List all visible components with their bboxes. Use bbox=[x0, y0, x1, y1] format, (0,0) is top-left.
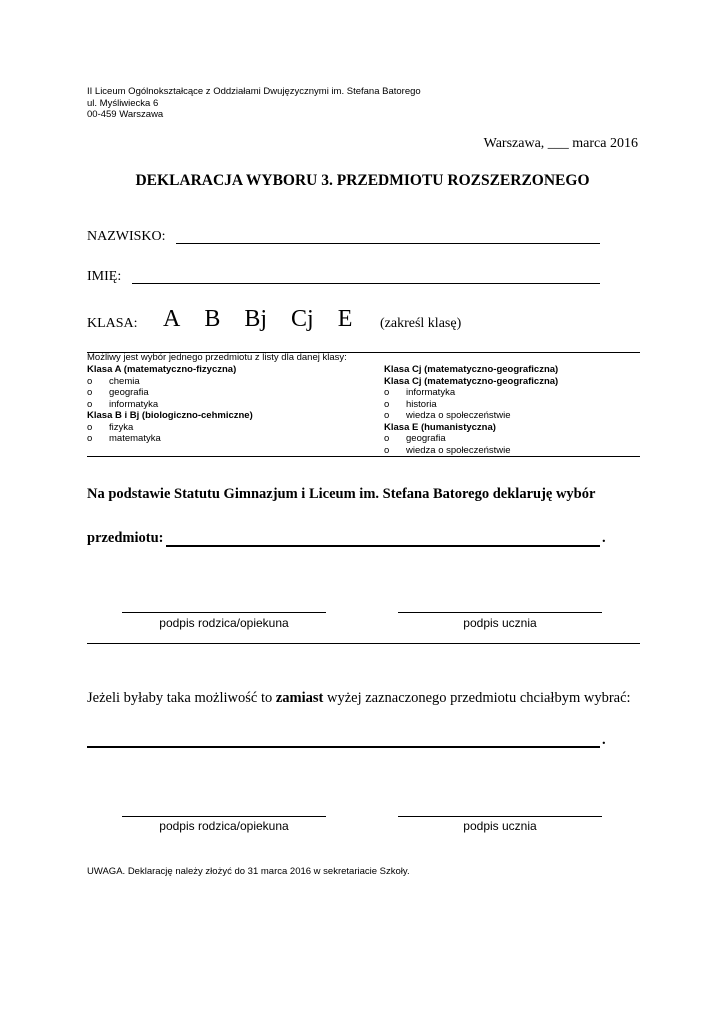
bullet-icon: o bbox=[384, 433, 390, 444]
bullet-icon: o bbox=[87, 421, 93, 433]
list-item: o fizyka bbox=[87, 421, 134, 433]
surname-label: NAZWISKO: bbox=[87, 229, 166, 244]
bullet-icon: o bbox=[87, 387, 93, 398]
date-line: Warszawa, ___ marca 2016 bbox=[483, 136, 638, 151]
declaration-statement: Na podstawie Statutu Gimnazjum i Liceum im. Stefana Batorego deklaruję wybór bbox=[87, 486, 596, 502]
list-item: o chemia bbox=[87, 375, 140, 387]
surname-field[interactable] bbox=[176, 243, 600, 244]
student-signature-line[interactable] bbox=[398, 612, 602, 613]
parent-signature-line[interactable] bbox=[122, 612, 326, 613]
list-item: o wiedza o społeczeństwie bbox=[384, 444, 511, 456]
group-heading: Klasa Cj (matematyczno-geograficzna) bbox=[384, 364, 559, 375]
group-heading: Klasa Cj (matematyczno-geograficzna) bbox=[384, 375, 559, 387]
alternative-emphasis: zamiast bbox=[275, 690, 324, 706]
subject-end-dot: . bbox=[602, 530, 606, 546]
school-header bbox=[87, 86, 421, 121]
bullet-icon: o bbox=[384, 444, 390, 456]
list-item: o geografia bbox=[87, 387, 149, 398]
subjects-left-column bbox=[87, 364, 253, 445]
alternative-subject-field[interactable] bbox=[87, 746, 600, 748]
subjects-right-column bbox=[384, 364, 558, 456]
subjects-bottom-rule bbox=[87, 456, 640, 457]
class-option-bj[interactable]: Bj bbox=[244, 306, 268, 332]
list-item: o historia bbox=[384, 398, 437, 410]
class-option-cj[interactable]: Cj bbox=[291, 306, 314, 332]
subjects-intro: Możliwy jest wybór jednego przedmiotu z listy dla danej klasy: bbox=[87, 352, 347, 363]
list-item: o informatyka bbox=[87, 398, 159, 410]
school-city: 00-459 Warszawa bbox=[87, 109, 164, 120]
list-item: o wiedza o społeczeństwie bbox=[384, 410, 511, 421]
student-signature-label: podpis ucznia bbox=[463, 616, 537, 630]
bullet-icon: o bbox=[384, 410, 390, 421]
class-option-e[interactable]: E bbox=[337, 306, 353, 332]
class-option-b[interactable]: B bbox=[204, 306, 221, 332]
class-option-a[interactable]: A bbox=[163, 306, 181, 332]
parent-signature-line-2[interactable] bbox=[122, 816, 326, 817]
bullet-icon: o bbox=[384, 387, 390, 398]
class-options bbox=[163, 306, 370, 333]
alternative-text: Jeżeli byłaby taka możliwość to zamiast wyżej zaznaczonego przedmiotu chciałbym wybrać: bbox=[87, 690, 631, 706]
section-divider bbox=[87, 643, 640, 644]
subject-label: przedmiotu: bbox=[87, 530, 164, 546]
document-title: DEKLARACJA WYBORU 3. PRZEDMIOTU ROZSZERZONEGO bbox=[135, 172, 590, 189]
parent-signature-label: podpis rodzica/opiekuna bbox=[159, 616, 289, 630]
class-label: KLASA: bbox=[87, 316, 138, 331]
group-heading: Klasa A (matematyczno-fizyczna) bbox=[87, 364, 237, 375]
deadline-note: UWAGA. Deklarację należy złożyć do 31 marca 2016 w sekretariacie Szkoły. bbox=[87, 866, 410, 877]
subject-field[interactable] bbox=[166, 545, 600, 547]
school-street: ul. Myśliwiecka 6 bbox=[87, 97, 159, 109]
bullet-icon: o bbox=[87, 375, 93, 387]
student-signature-line-2[interactable] bbox=[398, 816, 602, 817]
list-item: o matematyka bbox=[87, 433, 161, 444]
group-heading: Klasa B i Bj (biologiczno-cehmiczne) bbox=[87, 410, 253, 421]
bullet-icon: o bbox=[87, 398, 93, 410]
alternative-end-dot: . bbox=[602, 732, 606, 748]
list-item: o geografia bbox=[384, 433, 446, 444]
class-hint: (zakreśl klasę) bbox=[380, 316, 462, 331]
bullet-icon: o bbox=[384, 398, 390, 410]
name-field[interactable] bbox=[132, 283, 600, 284]
parent-signature-label-2: podpis rodzica/opiekuna bbox=[159, 819, 289, 833]
student-signature-label-2: podpis ucznia bbox=[463, 819, 537, 833]
name-label: IMIĘ: bbox=[87, 269, 122, 284]
group-heading: Klasa E (humanistyczna) bbox=[384, 421, 496, 433]
school-name: II Liceum Ogólnokształcące z Oddziałami Dwujęzycznymi im. Stefana Batorego bbox=[87, 86, 421, 97]
bullet-icon: o bbox=[87, 433, 93, 444]
list-item: o informatyka bbox=[384, 387, 456, 398]
